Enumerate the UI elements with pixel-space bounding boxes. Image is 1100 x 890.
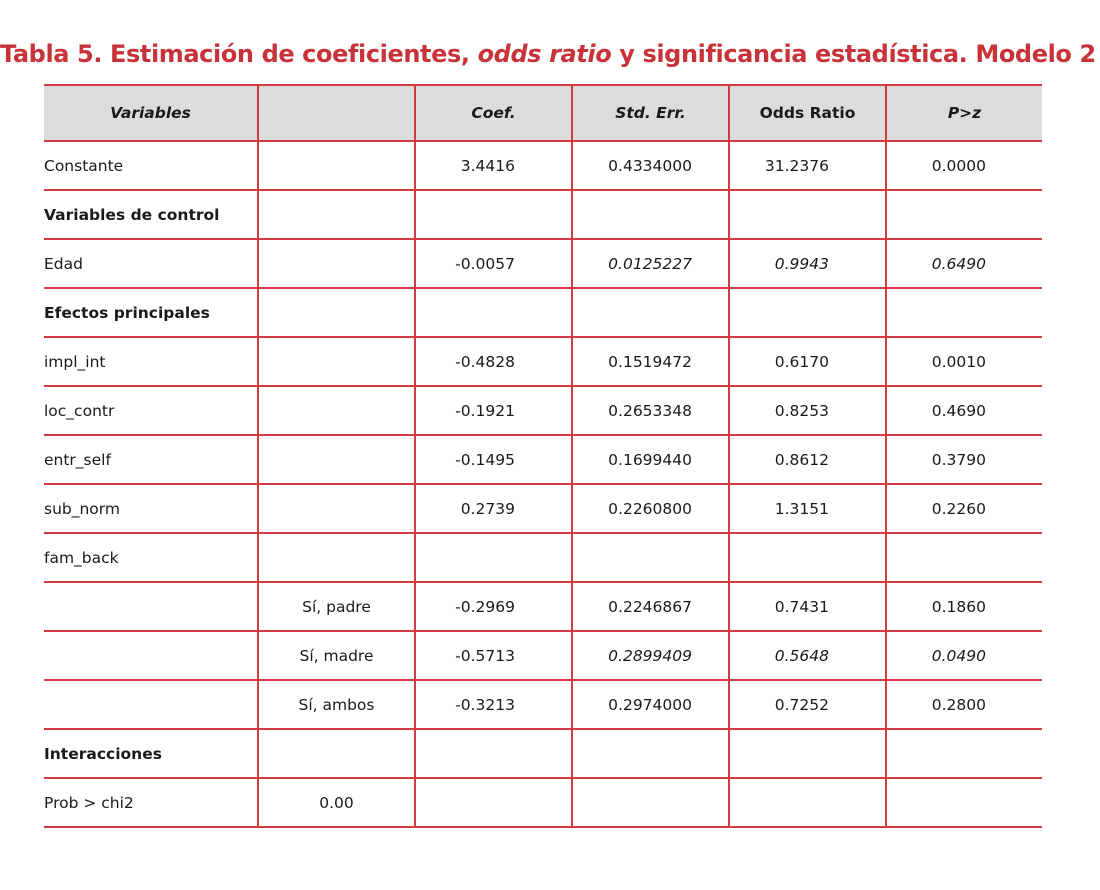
cell-std-err: 0.2899409 bbox=[572, 631, 729, 680]
cell-coef bbox=[415, 778, 572, 827]
row-sublabel bbox=[258, 533, 415, 582]
cell-odds-ratio: 0.9943 bbox=[729, 239, 886, 288]
cell-std-err bbox=[572, 288, 729, 337]
row-label: Constante bbox=[44, 141, 258, 190]
cell-std-err: 0.2246867 bbox=[572, 582, 729, 631]
cell-p-value: 0.2260 bbox=[886, 484, 1042, 533]
row-label: Edad bbox=[44, 239, 258, 288]
table-title-italic: odds ratio bbox=[477, 40, 612, 68]
row-label: fam_back bbox=[44, 533, 258, 582]
cell-odds-ratio: 0.8253 bbox=[729, 386, 886, 435]
row-label: impl_int bbox=[44, 337, 258, 386]
table-title-part3: y significancia estadística. Modelo 2 bbox=[611, 40, 1096, 68]
cell-odds-ratio: 31.2376 bbox=[729, 141, 886, 190]
row-label bbox=[44, 680, 258, 729]
cell-odds-ratio: 0.6170 bbox=[729, 337, 886, 386]
cell-std-err bbox=[572, 729, 729, 778]
cell-coef bbox=[415, 533, 572, 582]
section-label: Efectos principales bbox=[44, 288, 258, 337]
cell-p-value: 0.0000 bbox=[886, 141, 1042, 190]
cell-std-err: 0.4334000 bbox=[572, 141, 729, 190]
table-row bbox=[44, 288, 1042, 337]
cell-coef: 3.4416 bbox=[415, 141, 572, 190]
table-row bbox=[44, 778, 1042, 827]
header-odds-ratio: Odds Ratio bbox=[729, 85, 886, 141]
cell-p-value bbox=[886, 533, 1042, 582]
cell-p-value: 0.6490 bbox=[886, 239, 1042, 288]
row-sublabel bbox=[258, 484, 415, 533]
cell-coef bbox=[415, 729, 572, 778]
cell-std-err bbox=[572, 190, 729, 239]
row-sublabel: Sí, ambos bbox=[258, 680, 415, 729]
cell-coef: -0.1921 bbox=[415, 386, 572, 435]
coefficients-table bbox=[44, 84, 1042, 828]
cell-coef bbox=[415, 190, 572, 239]
cell-p-value bbox=[886, 288, 1042, 337]
row-label: loc_contr bbox=[44, 386, 258, 435]
row-sublabel bbox=[258, 435, 415, 484]
cell-std-err bbox=[572, 533, 729, 582]
table-row bbox=[44, 484, 1042, 533]
cell-odds-ratio: 0.8612 bbox=[729, 435, 886, 484]
header-blank bbox=[258, 85, 415, 141]
header-row bbox=[44, 85, 1042, 141]
cell-p-value: 0.3790 bbox=[886, 435, 1042, 484]
row-label bbox=[44, 631, 258, 680]
cell-std-err: 0.2974000 bbox=[572, 680, 729, 729]
cell-p-value bbox=[886, 729, 1042, 778]
row-sublabel bbox=[258, 141, 415, 190]
cell-odds-ratio bbox=[729, 190, 886, 239]
table-row bbox=[44, 729, 1042, 778]
header-variables: Variables bbox=[44, 85, 258, 141]
cell-coef bbox=[415, 288, 572, 337]
section-label: Variables de control bbox=[44, 190, 258, 239]
table-row bbox=[44, 631, 1042, 680]
cell-odds-ratio: 0.7431 bbox=[729, 582, 886, 631]
cell-p-value bbox=[886, 190, 1042, 239]
row-sublabel bbox=[258, 386, 415, 435]
table-row bbox=[44, 190, 1042, 239]
cell-p-value: 0.4690 bbox=[886, 386, 1042, 435]
cell-odds-ratio bbox=[729, 729, 886, 778]
cell-coef: -0.1495 bbox=[415, 435, 572, 484]
header-p-value: P>z bbox=[886, 85, 1042, 141]
row-label: sub_norm bbox=[44, 484, 258, 533]
table-row bbox=[44, 680, 1042, 729]
cell-p-value: 0.0010 bbox=[886, 337, 1042, 386]
cell-odds-ratio bbox=[729, 778, 886, 827]
cell-p-value: 0.0490 bbox=[886, 631, 1042, 680]
table-row bbox=[44, 239, 1042, 288]
cell-coef: -0.4828 bbox=[415, 337, 572, 386]
cell-odds-ratio bbox=[729, 288, 886, 337]
cell-p-value: 0.2800 bbox=[886, 680, 1042, 729]
table-row bbox=[44, 337, 1042, 386]
row-label: entr_self bbox=[44, 435, 258, 484]
cell-odds-ratio: 0.5648 bbox=[729, 631, 886, 680]
cell-coef: 0.2739 bbox=[415, 484, 572, 533]
cell-std-err bbox=[572, 778, 729, 827]
cell-odds-ratio: 1.3151 bbox=[729, 484, 886, 533]
cell-p-value: 0.1860 bbox=[886, 582, 1042, 631]
section-label: Interacciones bbox=[44, 729, 258, 778]
row-label: Prob > chi2 bbox=[44, 778, 258, 827]
cell-std-err: 0.1699440 bbox=[572, 435, 729, 484]
row-sublabel bbox=[258, 239, 415, 288]
cell-std-err: 0.2260800 bbox=[572, 484, 729, 533]
row-sublabel bbox=[258, 190, 415, 239]
cell-coef: -0.0057 bbox=[415, 239, 572, 288]
table-row bbox=[44, 141, 1042, 190]
cell-std-err: 0.2653348 bbox=[572, 386, 729, 435]
table-row bbox=[44, 582, 1042, 631]
cell-std-err: 0.1519472 bbox=[572, 337, 729, 386]
row-sublabel bbox=[258, 337, 415, 386]
row-sublabel bbox=[258, 288, 415, 337]
cell-coef: -0.2969 bbox=[415, 582, 572, 631]
table-row bbox=[44, 386, 1042, 435]
cell-odds-ratio bbox=[729, 533, 886, 582]
table-title bbox=[0, 40, 1096, 68]
cell-p-value bbox=[886, 778, 1042, 827]
row-sublabel: Sí, madre bbox=[258, 631, 415, 680]
table-row bbox=[44, 533, 1042, 582]
table-row bbox=[44, 435, 1042, 484]
cell-odds-ratio: 0.7252 bbox=[729, 680, 886, 729]
header-std-err: Std. Err. bbox=[572, 85, 729, 141]
row-sublabel bbox=[258, 729, 415, 778]
cell-coef: -0.3213 bbox=[415, 680, 572, 729]
cell-coef: -0.5713 bbox=[415, 631, 572, 680]
row-sublabel: Sí, padre bbox=[258, 582, 415, 631]
header-coef: Coef. bbox=[415, 85, 572, 141]
table-title-part1: Tabla 5. Estimación de coeficientes, bbox=[0, 40, 478, 68]
row-label bbox=[44, 582, 258, 631]
row-sublabel: 0.00 bbox=[258, 778, 415, 827]
cell-std-err: 0.0125227 bbox=[572, 239, 729, 288]
